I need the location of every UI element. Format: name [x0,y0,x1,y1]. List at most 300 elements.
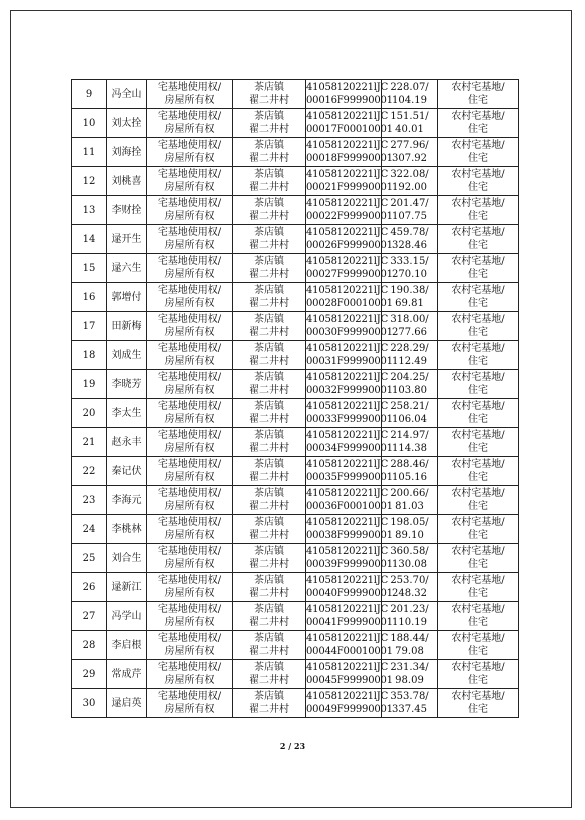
land-use-line: 住宅 [468,559,488,570]
owner-name-line: 李晓芳 [111,378,142,390]
row-number-line: 16 [82,291,96,303]
right-type [147,544,233,573]
right-type-line: 宅基地使用权/ [157,488,222,499]
right-type-line: 房屋所有权 [164,704,215,715]
row-number-line: 15 [82,262,96,274]
owner-name [107,515,147,544]
right-type [147,138,233,167]
land-use-line: 农村宅基地/ [451,227,505,238]
location-line: 翟二井村 [249,617,289,628]
parcel-code-line: 00044F00010001 [306,646,393,657]
location-line: 茶店镇 [254,401,284,412]
table-row [72,544,519,573]
row-number [72,254,107,283]
land-use [438,283,519,312]
row-number [72,341,107,370]
land-use-line: 农村宅基地/ [451,604,505,615]
land-use [438,109,519,138]
table-row [72,138,519,167]
right-type-line: 房屋所有权 [164,414,215,425]
right-type-line: 宅基地使用权/ [157,82,222,93]
owner-name-line: 刘太拴 [111,117,142,129]
land-use-line: 农村宅基地/ [451,169,505,180]
area-line: 200.66/ [390,488,429,499]
row-number-line: 29 [82,668,96,680]
area-line: 353.78/ [390,691,429,702]
row-number-line: 27 [82,610,96,622]
table-row [72,486,519,515]
parcel-code-line: 41058120221lJC [306,256,389,267]
land-use-line: 住宅 [468,269,488,280]
table-row [72,109,519,138]
parcel-code [306,486,393,515]
owner-name-line: 逯新江 [111,581,142,593]
land-use [438,544,519,573]
land-use-line: 农村宅基地/ [451,691,505,702]
location-line: 翟二井村 [249,385,289,396]
area-line: 110.19 [392,617,427,628]
parcel-code [306,457,393,486]
row-number [72,283,107,312]
owner-name [107,370,147,399]
land-use-line: 农村宅基地/ [451,401,505,412]
table-row [72,312,519,341]
area-line: 201.23/ [390,604,429,615]
parcel-code-line: 00016F99990001 [306,95,393,106]
location-line: 茶店镇 [254,285,284,296]
location [233,660,306,689]
right-type-line: 宅基地使用权/ [157,691,222,702]
location-line: 茶店镇 [254,140,284,151]
right-type-line: 房屋所有权 [164,356,215,367]
right-type [147,109,233,138]
right-type-line: 宅基地使用权/ [157,546,222,557]
row-number [72,457,107,486]
row-number-line: 28 [82,639,96,651]
table-row [72,689,519,718]
parcel-code-line: 41058120221lJC [306,343,389,354]
location [233,457,306,486]
area-line: 69.81 [395,298,424,309]
owner-name [107,689,147,718]
land-use-line: 住宅 [468,240,488,251]
right-type [147,370,233,399]
location-line: 翟二井村 [249,124,289,135]
owner-name [107,631,147,660]
location [233,631,306,660]
right-type-line: 房屋所有权 [164,211,215,222]
parcel-code-line: 41058120221lJC [306,575,389,586]
location-line: 茶店镇 [254,372,284,383]
parcel-code-line: 00034F99990001 [306,443,393,454]
land-use-line: 农村宅基地/ [451,111,505,122]
parcel-code-line: 41058120221lJC [306,285,389,296]
right-type [147,283,233,312]
right-type [147,631,233,660]
area-line: 204.25/ [390,372,429,383]
parcel-code-line: 41058120221lJC [306,488,389,499]
land-use-line: 住宅 [468,385,488,396]
land-use-line: 农村宅基地/ [451,256,505,267]
parcel-code-line: 41058120221lJC [306,401,389,412]
location-line: 翟二井村 [249,182,289,193]
right-type-line: 房屋所有权 [164,124,215,135]
location-line: 茶店镇 [254,488,284,499]
table-row [72,399,519,428]
land-use-line: 农村宅基地/ [451,488,505,499]
owner-name [107,457,147,486]
parcel-code-line: 00040F99990001 [306,588,393,599]
row-number-line: 12 [82,175,96,187]
owner-name-line: 李海元 [111,494,142,506]
table-row [72,341,519,370]
owner-name [107,341,147,370]
location-line: 翟二井村 [249,443,289,454]
area-line: 228.29/ [390,343,429,354]
land-use-line: 住宅 [468,443,488,454]
location-line: 翟二井村 [249,472,289,483]
parcel-code [306,573,393,602]
row-number-line: 19 [82,378,96,390]
location-line: 翟二井村 [249,327,289,338]
parcel-code-line: 00032F99990001 [306,385,393,396]
row-number [72,370,107,399]
location-line: 茶店镇 [254,227,284,238]
owner-name [107,196,147,225]
area-line: 105.16 [392,472,427,483]
right-type-line: 房屋所有权 [164,530,215,541]
parcel-code-line: 41058120221lJC [306,227,389,238]
owner-name [107,138,147,167]
row-number-line: 14 [82,233,96,245]
owner-name-line: 刘成生 [111,349,142,361]
right-type [147,428,233,457]
parcel-code-line: 41058120221lJC [306,430,389,441]
land-use-line: 农村宅基地/ [451,633,505,644]
owner-name [107,312,147,341]
right-type-line: 房屋所有权 [164,182,215,193]
land-use [438,631,519,660]
land-use [438,660,519,689]
location [233,254,306,283]
row-number [72,573,107,602]
right-type [147,689,233,718]
parcel-code [306,80,393,109]
land-use [438,399,519,428]
area-line: 103.80 [392,385,427,396]
right-type-line: 房屋所有权 [164,298,215,309]
row-number [72,660,107,689]
land-use [438,254,519,283]
owner-name [107,660,147,689]
row-number [72,486,107,515]
right-type-line: 宅基地使用权/ [157,372,222,383]
owner-name [107,283,147,312]
right-type-line: 宅基地使用权/ [157,662,222,673]
area-line: 228.07/ [390,82,429,93]
right-type-line: 宅基地使用权/ [157,285,222,296]
table-row [72,167,519,196]
parcel-code [306,660,393,689]
location [233,689,306,718]
parcel-code-line: 00035F99990001 [306,472,393,483]
location-line: 茶店镇 [254,169,284,180]
land-use [438,573,519,602]
location-line: 茶店镇 [254,517,284,528]
land-use [438,167,519,196]
right-type-line: 宅基地使用权/ [157,140,222,151]
right-type [147,573,233,602]
parcel-code [306,312,393,341]
owner-name [107,225,147,254]
owner-name [107,399,147,428]
row-number [72,196,107,225]
right-type [147,167,233,196]
land-use-line: 住宅 [468,704,488,715]
table-row [72,225,519,254]
location [233,138,306,167]
right-type-line: 房屋所有权 [164,501,215,512]
area-line: 333.15/ [390,256,429,267]
parcel-code-line: 00030F99990001 [306,327,393,338]
area-line: 81.03 [395,501,424,512]
owner-name-line: 李太生 [111,407,142,419]
row-number [72,689,107,718]
parcel-code [306,631,393,660]
location-line: 翟二井村 [249,211,289,222]
area-line: 231.34/ [390,662,429,673]
right-type-line: 房屋所有权 [164,327,215,338]
land-use-line: 农村宅基地/ [451,82,505,93]
right-type [147,486,233,515]
row-number-line: 9 [85,88,93,100]
row-number-line: 23 [82,494,96,506]
right-type-line: 宅基地使用权/ [157,401,222,412]
land-use [438,486,519,515]
owner-name-line: 秦记伏 [111,465,142,477]
area-line: 79.08 [395,646,424,657]
land-use [438,689,519,718]
location-line: 翟二井村 [249,530,289,541]
location [233,225,306,254]
parcel-code [306,428,393,457]
parcel-code-line: 41058120221lJC [306,604,389,615]
area-line: 107.75 [392,211,427,222]
area-line: 214.97/ [390,430,429,441]
area-line: 277.66 [392,327,427,338]
parcel-code [306,167,393,196]
parcel-code [306,515,393,544]
location-line: 翟二井村 [249,356,289,367]
owner-name-line: 逯六生 [111,262,142,274]
parcel-code-line: 41058120221lJC [306,140,389,151]
row-number [72,428,107,457]
location-line: 茶店镇 [254,256,284,267]
location-line: 翟二井村 [249,95,289,106]
row-number [72,225,107,254]
row-number [72,544,107,573]
location [233,428,306,457]
row-number-line: 26 [82,581,96,593]
parcel-code [306,196,393,225]
parcel-code-line: 41058120221lJC [306,372,389,383]
owner-name-line: 常成芹 [111,668,142,680]
parcel-code-line: 00018F99990001 [306,153,393,164]
owner-name-line: 田新梅 [111,320,142,332]
location [233,341,306,370]
land-use-line: 农村宅基地/ [451,198,505,209]
parcel-code-line: 41058120221lJC [306,198,389,209]
location [233,544,306,573]
owner-name-line: 冯学山 [111,610,142,622]
table-row [72,631,519,660]
area-line: 192.00 [392,182,427,193]
parcel-code-line: 00041F99990001 [306,617,393,628]
area-line: 328.46 [392,240,427,251]
owner-name-line: 李启根 [111,639,142,651]
right-type-line: 宅基地使用权/ [157,604,222,615]
row-number-line: 21 [82,436,96,448]
land-use-line: 农村宅基地/ [451,140,505,151]
right-type [147,660,233,689]
area-line: 248.32 [392,588,427,599]
location [233,283,306,312]
land-use [438,138,519,167]
location [233,312,306,341]
parcel-code [306,689,393,718]
right-type-line: 房屋所有权 [164,240,215,251]
parcel-code-line: 00038F99990001 [306,530,393,541]
row-number-line: 13 [82,204,96,216]
owner-name-line: 李财拴 [111,204,142,216]
parcel-code-line: 41058120221lJC [306,517,389,528]
land-use-line: 住宅 [468,588,488,599]
parcel-code-line: 00021F99990001 [306,182,393,193]
parcel-code-line: 00033F99990001 [306,414,393,425]
location-line: 翟二井村 [249,588,289,599]
location [233,573,306,602]
area-line: 98.09 [395,675,424,686]
area-line: 89.10 [395,530,424,541]
row-number-line: 25 [82,552,96,564]
parcel-code-line: 41058120221lJC [306,633,389,644]
owner-name [107,602,147,631]
right-type-line: 宅基地使用权/ [157,633,222,644]
location [233,196,306,225]
right-type-line: 宅基地使用权/ [157,256,222,267]
row-number [72,602,107,631]
right-type [147,254,233,283]
location-line: 茶店镇 [254,604,284,615]
land-use-line: 住宅 [468,298,488,309]
location-line: 茶店镇 [254,575,284,586]
table-row [72,515,519,544]
land-use-line: 住宅 [468,211,488,222]
location [233,602,306,631]
area-line: 114.38 [392,443,427,454]
land-use [438,225,519,254]
right-type-line: 房屋所有权 [164,443,215,454]
area-line: 318.00/ [390,314,429,325]
land-use-line: 农村宅基地/ [451,662,505,673]
table-row [72,254,519,283]
row-number [72,631,107,660]
parcel-code-line: 00045F99990001 [306,675,393,686]
parcel-code-line: 00036F00010001 [306,501,393,512]
location-line: 翟二井村 [249,646,289,657]
row-number [72,167,107,196]
land-use-line: 农村宅基地/ [451,459,505,470]
land-use [438,196,519,225]
location-line: 翟二井村 [249,153,289,164]
owner-name-line: 李桃林 [111,523,142,535]
parcel-code [306,109,393,138]
location-line: 翟二井村 [249,240,289,251]
row-number-line: 30 [82,697,96,709]
land-use-line: 农村宅基地/ [451,575,505,586]
area-line: 40.01 [395,124,424,135]
area-line: 106.04 [392,414,427,425]
land-use [438,312,519,341]
land-use-line: 住宅 [468,646,488,657]
land-use [438,370,519,399]
owner-name-line: 刘合生 [111,552,142,564]
land-use [438,428,519,457]
land-use-line: 农村宅基地/ [451,285,505,296]
right-type [147,457,233,486]
table-body [72,80,519,718]
location [233,109,306,138]
location [233,370,306,399]
land-use [438,515,519,544]
right-type-line: 房屋所有权 [164,472,215,483]
land-use-line: 住宅 [468,530,488,541]
row-number-line: 18 [82,349,96,361]
parcel-code-line: 41058120221lJC [306,169,389,180]
owner-name-line: 赵永丰 [111,436,142,448]
location-line: 茶店镇 [254,633,284,644]
parcel-code [306,138,393,167]
land-use-line: 住宅 [468,472,488,483]
page-number: 2 / 23 [279,741,306,751]
location [233,486,306,515]
land-use [438,602,519,631]
parcel-code-line: 41058120221lJC [306,546,389,557]
location-line: 茶店镇 [254,430,284,441]
parcel-code-line: 00028F00010001 [306,298,393,309]
row-number-line: 17 [82,320,96,332]
land-use-line: 住宅 [468,675,488,686]
location-line: 茶店镇 [254,691,284,702]
parcel-code [306,370,393,399]
right-type-line: 宅基地使用权/ [157,169,222,180]
table-row [72,196,519,225]
location [233,515,306,544]
table-row [72,370,519,399]
land-use [438,80,519,109]
land-use-line: 住宅 [468,95,488,106]
location-line: 茶店镇 [254,314,284,325]
parcel-code [306,283,393,312]
parcel-code [306,225,393,254]
area-line: 288.46/ [390,459,429,470]
parcel-code-line: 41058120221lJC [306,459,389,470]
owner-name [107,80,147,109]
location-line: 翟二井村 [249,675,289,686]
table-row [72,80,519,109]
right-type [147,602,233,631]
location-line: 茶店镇 [254,198,284,209]
